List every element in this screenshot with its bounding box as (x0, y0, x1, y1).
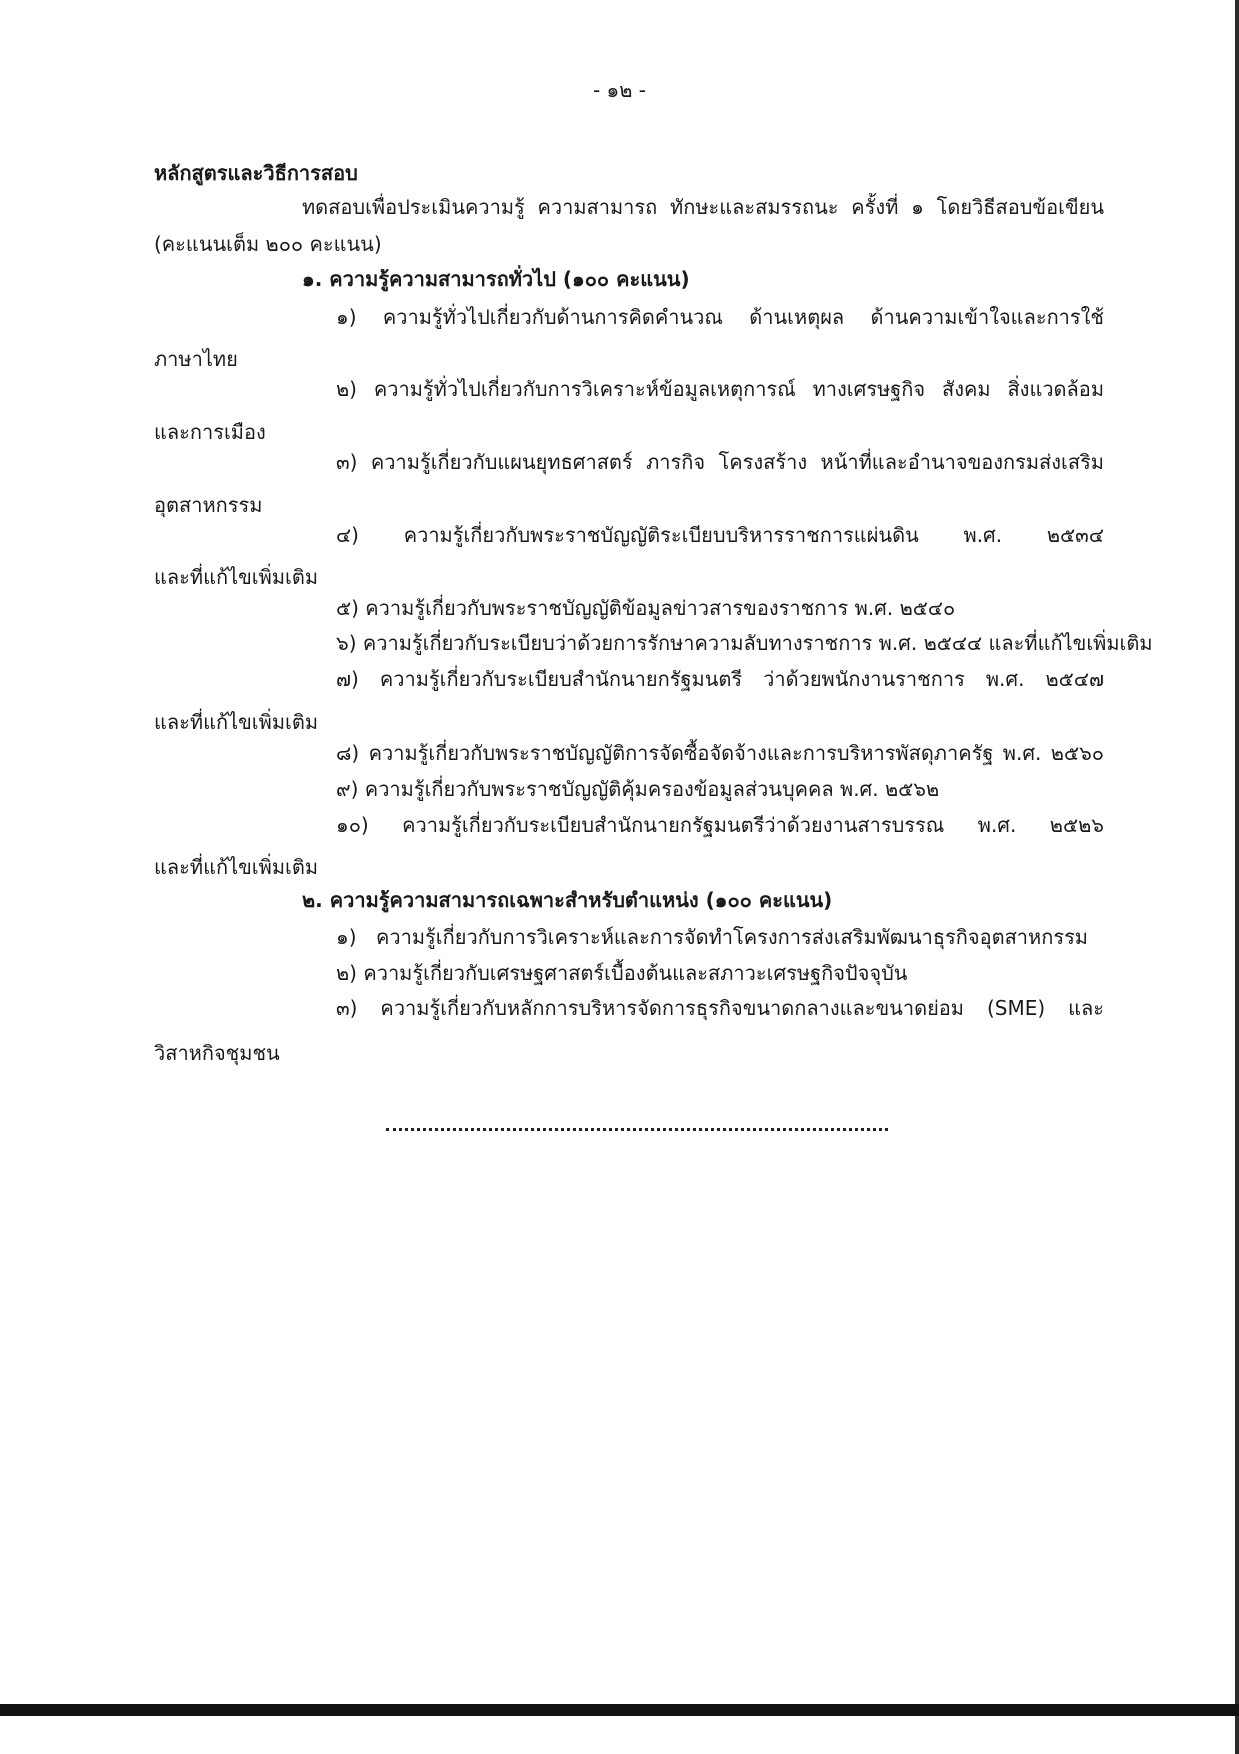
section-1-item-2-cont: และการเมือง (154, 420, 266, 444)
section-1-item-7-cont: และที่แก้ไขเพิ่มเติม (154, 710, 319, 734)
section-2-title: ๒. ความรู้ความสามารถเฉพาะสำหรับตำแหน่ง (๑๐๐ คะแนน) (302, 888, 833, 912)
section-2-item-2: ๒) ความรู้เกี่ยวกับเศรษฐศาสตร์เบื้องต้นและสภาวะเศรษฐกิจปัจจุบัน (336, 961, 908, 985)
section-1-item-4-cont: และที่แก้ไขเพิ่มเติม (154, 565, 319, 589)
page-number: - ๑๒ - (592, 78, 647, 102)
scan-bottom-bar (0, 1704, 1239, 1716)
section-1-item-7: ๗) ความรู้เกี่ยวกับระเบียบสำนักนายกรัฐมนตรี ว่าด้วยพนักงานราชการ พ.ศ. ๒๕๔๗ (336, 667, 1104, 691)
section-1-item-4: ๔) ความรู้เกี่ยวกับพระราชบัญญัติระเบียบบริหารราชการแผ่นดิน พ.ศ. ๒๕๓๔ (336, 523, 1104, 547)
section-1-item-6: ๖) ความรู้เกี่ยวกับระเบียบว่าด้วยการรักษาความลับทางราชการ พ.ศ. ๒๕๔๔ และที่แก้ไขเพิ่มเติม (336, 631, 1153, 655)
section-1-item-10: ๑๐) ความรู้เกี่ยวกับระเบียบสำนักนายกรัฐมนตรีว่าด้วยงานสารบรรณ พ.ศ. ๒๕๒๖ (336, 813, 1104, 837)
scan-right-edge (1235, 0, 1239, 1754)
section-1-item-5: ๕) ความรู้เกี่ยวกับพระราชบัญญัติข้อมูลข่าวสารของราชการ พ.ศ. ๒๕๔๐ (336, 596, 956, 620)
section-1-item-1: ๑) ความรู้ทั่วไปเกี่ยวกับด้านการคิดคำนวณ ด้านเหตุผล ด้านความเข้าใจและการใช้ (336, 305, 1104, 329)
section-1-item-3-cont: อุตสาหกรรม (154, 493, 263, 517)
section-1-item-3: ๓) ความรู้เกี่ยวกับแผนยุทธศาสตร์ ภารกิจ โครงสร้าง หน้าที่และอำนาจของกรมส่งเสริม (336, 450, 1104, 474)
section-1-item-8: ๘) ความรู้เกี่ยวกับพระราชบัญญัติการจัดซื้อจัดจ้างและการบริหารพัสดุภาครัฐ พ.ศ. ๒๕๖๐ (336, 741, 1104, 765)
section-2-item-3-cont: วิสาหกิจชุมชน (154, 1041, 280, 1065)
section-2-item-1: ๑) ความรู้เกี่ยวกับการวิเคราะห์และการจัดทำโครงการส่งเสริมพัฒนาธุรกิจอุตสาหกรรม (336, 925, 1088, 949)
section-1-item-9: ๙) ความรู้เกี่ยวกับพระราชบัญญัติคุ้มครองข้อมูลส่วนบุคคล พ.ศ. ๒๕๖๒ (336, 777, 940, 801)
page-heading: หลักสูตรและวิธีการสอบ (154, 161, 358, 185)
section-1-item-2: ๒) ความรู้ทั่วไปเกี่ยวกับการวิเคราะห์ข้อมูลเหตุการณ์ ทางเศรษฐกิจ สังคม สิ่งแวดล้อม (336, 377, 1104, 401)
section-1-item-10-cont: และที่แก้ไขเพิ่มเติม (154, 855, 319, 879)
end-dotted-rule (386, 1128, 888, 1131)
intro-line-2: (คะแนนเต็ม ๒๐๐ คะแนน) (154, 232, 382, 256)
section-1-item-1-cont: ภาษาไทย (154, 347, 238, 371)
section-1-title: ๑. ความรู้ความสามารถทั่วไป (๑๐๐ คะแนน) (302, 267, 690, 291)
intro-line-1: ทดสอบเพื่อประเมินความรู้ ความสามารถ ทักษะและสมรรถนะ ครั้งที่ ๑ โดยวิธีสอบข้อเขียน (302, 195, 1104, 219)
section-2-item-3: ๓) ความรู้เกี่ยวกับหลักการบริหารจัดการธุรกิจขนาดกลางและขนาดย่อม (SME) และ (336, 996, 1104, 1020)
